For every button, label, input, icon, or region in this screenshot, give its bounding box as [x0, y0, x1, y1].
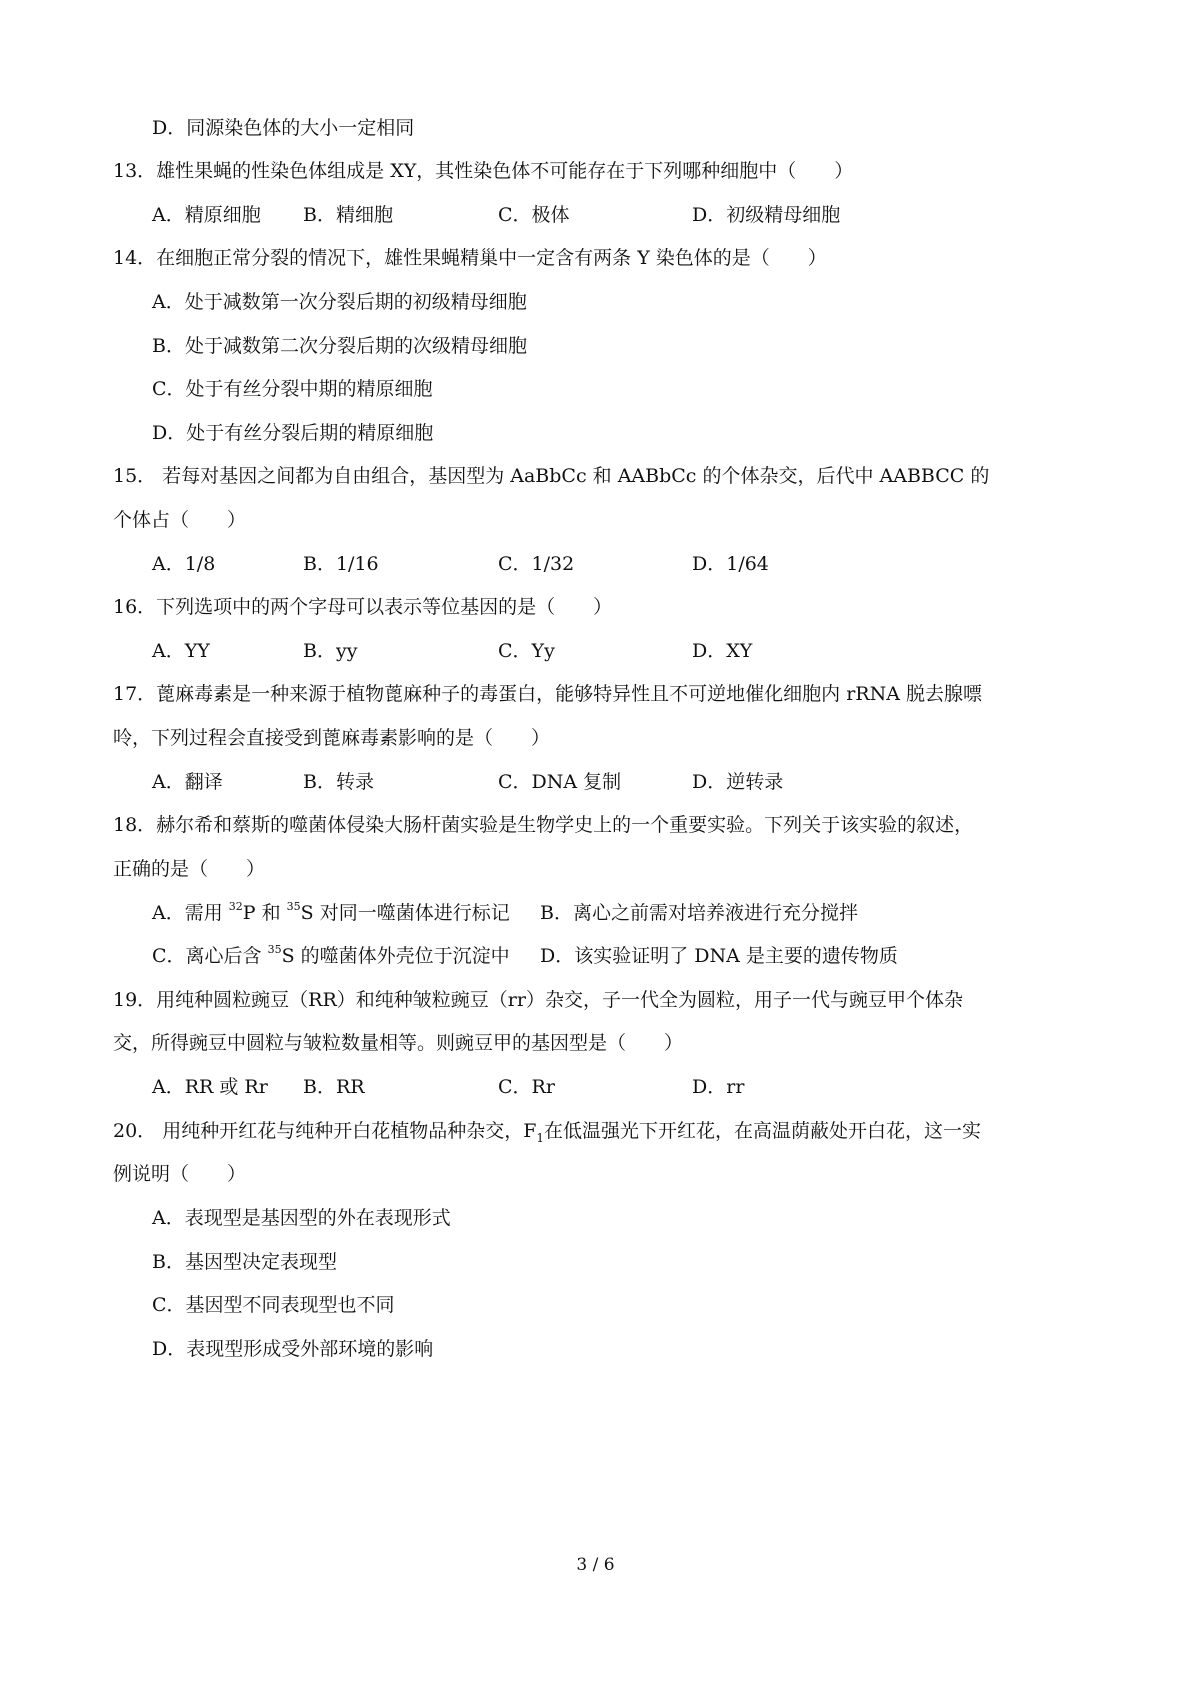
question-15-cont: 个体占（ ）: [113, 509, 247, 531]
option-14c: C．处于有丝分裂中期的精原细胞: [152, 378, 433, 400]
question-17-cont: 呤，下列过程会直接受到蓖麻毒素影响的是（ ）: [113, 727, 551, 749]
question-17: 17．蓖麻毒素是一种来源于植物蓖麻种子的毒蛋白，能够特异性且不可逆地催化细胞内 rRNA 脱去腺嘌: [113, 683, 982, 705]
option-18d: D．该实验证明了 DNA 是主要的遗传物质: [540, 945, 898, 967]
option-18b: B．离心之前需对培养液进行充分搅拌: [540, 902, 858, 924]
option-14a: A．处于减数第一次分裂后期的初级精母细胞: [152, 291, 527, 313]
question-18-cont: 正确的是（ ）: [113, 858, 266, 880]
option-12d: D．同源染色体的大小一定相同: [152, 117, 415, 139]
option-20a: A．表现型是基因型的外在表现形式: [152, 1207, 451, 1229]
page-number: 3 / 6: [576, 1555, 615, 1575]
question-19-cont: 交，所得豌豆中圆粒与皱粒数量相等。则豌豆甲的基因型是（ ）: [113, 1032, 684, 1054]
option-16a: A．YY: [152, 640, 210, 662]
option-17b: B．转录: [303, 771, 374, 793]
option-14b: B．处于减数第二次分裂后期的次级精母细胞: [152, 335, 527, 357]
option-19c: C．Rr: [498, 1076, 555, 1098]
question-18: 18．赫尔希和蔡斯的噬菌体侵染大肠杆菌实验是生物学史上的一个重要实验。下列关于该实验的叙述，: [113, 814, 974, 836]
option-20c: C．基因型不同表现型也不同: [152, 1294, 395, 1316]
option-17a: A．翻译: [152, 771, 223, 793]
option-16b: B．yy: [303, 640, 358, 662]
option-13d: D．初级精母细胞: [692, 204, 841, 226]
question-20: 20． 用纯种开红花与纯种开白花植物品种杂交，$F_1$在低温强光下开红花，在高温荫蔽处开白花，这一实: [113, 1120, 982, 1145]
question-19: 19．用纯种圆粒豌豆（RR）和纯种皱粒豌豆（rr）杂交，子一代全为圆粒，用子一代与豌豆甲个体杂: [113, 989, 963, 1011]
option-18c: C．离心后含 $^{35}$S 的噬菌体外壳位于沉淀中: [152, 942, 510, 967]
option-20b: B．基因型决定表现型: [152, 1251, 337, 1273]
option-18a: A．需用 $^{32}$P 和 $^{35}$S 对同一噬菌体进行标记: [152, 899, 510, 924]
question-15: 15． 若每对基因之间都为自由组合，基因型为 AaBbCc 和 AABbCc 的个体杂交，后代中 AABBCC 的: [113, 465, 990, 487]
option-19a: A．RR 或 Rr: [152, 1076, 268, 1098]
option-17c: C．DNA 复制: [498, 771, 622, 793]
option-15c: C．1/32: [498, 553, 575, 575]
option-13a: A．精原细胞: [152, 204, 261, 226]
option-19d: D．rr: [692, 1076, 745, 1098]
option-20d: D．表现型形成受外部环境的影响: [152, 1338, 434, 1360]
question-20-cont: 例说明（ ）: [113, 1163, 247, 1185]
option-16d: D．XY: [692, 640, 753, 662]
option-13b: B．精细胞: [303, 204, 393, 226]
question-14: 14．在细胞正常分裂的情况下，雄性果蝇精巢中一定含有两条 Y 染色体的是（ ）: [113, 247, 827, 269]
option-17d: D．逆转录: [692, 771, 784, 793]
question-13: 13．雄性果蝇的性染色体组成是 XY，其性染色体不可能存在于下列哪种细胞中（ ）: [113, 160, 854, 182]
option-15d: D．1/64: [692, 553, 769, 575]
option-15a: A．1/8: [152, 553, 216, 575]
option-16c: C．Yy: [498, 640, 555, 662]
option-13c: C．极体: [498, 204, 570, 226]
option-19b: B．RR: [303, 1076, 365, 1098]
option-14d: D．处于有丝分裂后期的精原细胞: [152, 422, 434, 444]
option-15b: B．1/16: [303, 553, 379, 575]
question-16: 16．下列选项中的两个字母可以表示等位基因的是（ ）: [113, 596, 613, 618]
